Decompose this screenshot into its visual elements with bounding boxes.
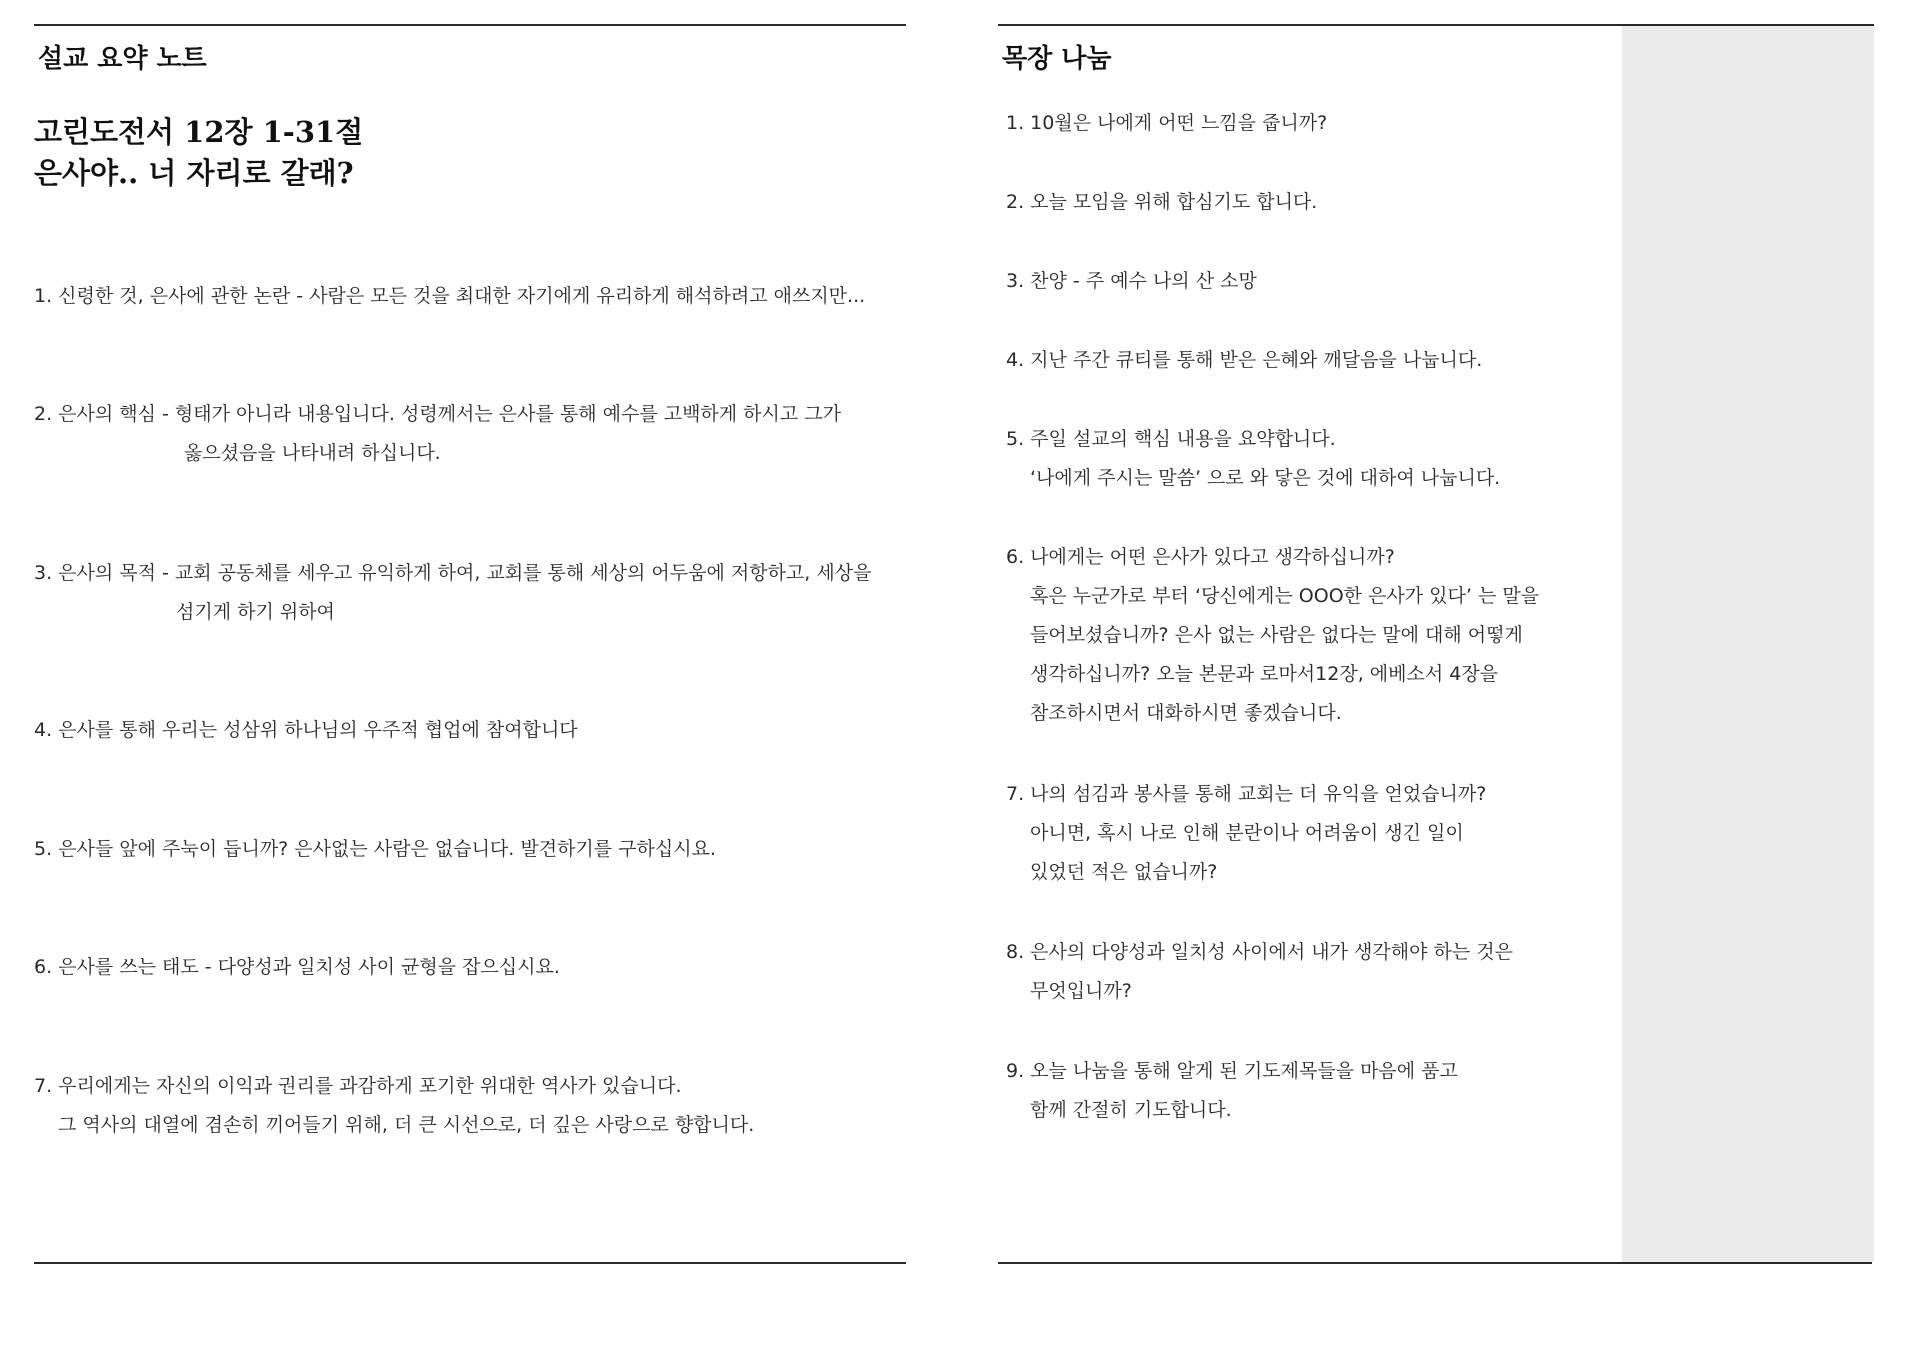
sermon-title-subtitle: 은사야.. 너 자리로 갈래?	[34, 156, 354, 190]
sharing-question-line: 있었던 적은 없습니까?	[1030, 861, 1218, 883]
sermon-point-line: 4. 은사를 통해 우리는 성삼위 하나님의 우주적 협업에 참여합니다	[34, 719, 578, 741]
sharing-question-2	[1006, 183, 1317, 222]
sharing-question-6	[1006, 538, 1539, 733]
sidebar-gray-panel	[1622, 26, 1874, 1262]
sermon-point-1	[34, 277, 865, 316]
sermon-point-line: 1. 신령한 것, 은사에 관한 논란 - 사람은 모든 것을 최대한 자기에게 유리하게 해석하려고 애쓰지만...	[34, 285, 866, 307]
sharing-question-line: 생각하십니까? 오늘 본문과 로마서12장, 에베소서 4장을	[1030, 663, 1499, 685]
sharing-question-line: 무엇입니까?	[1030, 980, 1132, 1002]
sermon-point-3	[34, 554, 871, 632]
sharing-question-4	[1006, 341, 1482, 380]
sharing-question-3	[1006, 262, 1257, 301]
sermon-point-line: 5. 은사들 앞에 주눅이 듭니까? 은사없는 사람은 없습니다. 발견하기를 구하십시요.	[34, 838, 716, 860]
sharing-question-line: 9. 오늘 나눔을 통해 알게 된 기도제목들을 마음에 품고	[1006, 1060, 1458, 1082]
sermon-title	[34, 112, 363, 194]
sermon-point-line: 6. 은사를 쓰는 태도 - 다양성과 일치성 사이 균형을 잡으십시요.	[34, 956, 560, 978]
sharing-question-line: 5. 주일 설교의 핵심 내용을 요약합니다.	[1006, 428, 1336, 450]
sharing-question-1	[1006, 104, 1327, 143]
sermon-point-line: 3. 은사의 목적 - 교회 공동체를 세우고 유익하게 하여, 교회를 통해 세상의 어두움에 저항하고, 세상을	[34, 562, 872, 584]
sermon-point-line: 옳으셨음을 나타내려 하십니다.	[184, 442, 441, 464]
sermon-point-6	[34, 948, 560, 987]
left-top-rule	[34, 24, 906, 26]
sharing-question-line: 아니면, 혹시 나로 인해 분란이나 어려움이 생긴 일이	[1030, 822, 1464, 844]
sermon-title-scripture: 고린도전서 12장 1-31절	[34, 115, 364, 149]
sermon-point-line: 7. 우리에게는 자신의 이익과 권리를 과감하게 포기한 위대한 역사가 있습니다.	[34, 1075, 682, 1097]
sharing-question-8	[1006, 933, 1513, 1011]
sermon-point-5	[34, 830, 716, 869]
sharing-question-7	[1006, 775, 1486, 892]
right-bottom-rule	[998, 1262, 1872, 1264]
sharing-question-line: 7. 나의 섬김과 봉사를 통해 교회는 더 유익을 얻었습니까?	[1006, 783, 1487, 805]
sharing-question-5	[1006, 420, 1500, 498]
sharing-question-9	[1006, 1052, 1458, 1130]
sermon-point-4	[34, 711, 578, 750]
sharing-question-line: ‘나에게 주시는 말씀’ 으로 와 닿은 것에 대하여 나눕니다.	[1030, 467, 1501, 489]
sermon-point-2	[34, 395, 841, 473]
sharing-question-line: 4. 지난 주간 큐티를 통해 받은 은혜와 깨달음을 나눕니다.	[1006, 349, 1483, 371]
right-top-rule	[998, 24, 1874, 26]
sermon-point-7	[34, 1067, 754, 1145]
sermon-point-line: 그 역사의 대열에 겸손히 끼어들기 위해, 더 큰 시선으로, 더 깊은 사랑으로 향합니다.	[58, 1114, 755, 1136]
sharing-question-line: 들어보셨습니까? 은사 없는 사람은 없다는 말에 대해 어떻게	[1030, 624, 1523, 646]
sharing-question-line: 6. 나에게는 어떤 은사가 있다고 생각하십니까?	[1006, 546, 1395, 568]
sharing-question-line: 참조하시면서 대화하시면 좋겠습니다.	[1030, 702, 1342, 724]
sharing-question-line: 2. 오늘 모임을 위해 합심기도 합니다.	[1006, 191, 1318, 213]
sharing-question-line: 혹은 누군가로 부터 ‘당신에게는 OOO한 은사가 있다’ 는 말을	[1030, 585, 1540, 607]
sharing-question-line: 3. 찬양 - 주 예수 나의 산 소망	[1006, 270, 1257, 292]
small-group-sharing-header: 목장 나눔	[1002, 44, 1112, 74]
sermon-point-line: 2. 은사의 핵심 - 형태가 아니라 내용입니다. 성령께서는 은사를 통해 예수를 고백하게 하시고 그가	[34, 403, 841, 425]
left-bottom-rule	[34, 1262, 906, 1264]
sermon-point-line: 섬기게 하기 위하여	[176, 601, 335, 623]
sharing-question-line: 함께 간절히 기도합니다.	[1030, 1099, 1232, 1121]
sharing-question-line: 1. 10월은 나에게 어떤 느낌을 줍니까?	[1006, 112, 1328, 134]
sharing-question-line: 8. 은사의 다양성과 일치성 사이에서 내가 생각해야 하는 것은	[1006, 941, 1513, 963]
sermon-notes-header: 설교 요약 노트	[38, 44, 207, 74]
